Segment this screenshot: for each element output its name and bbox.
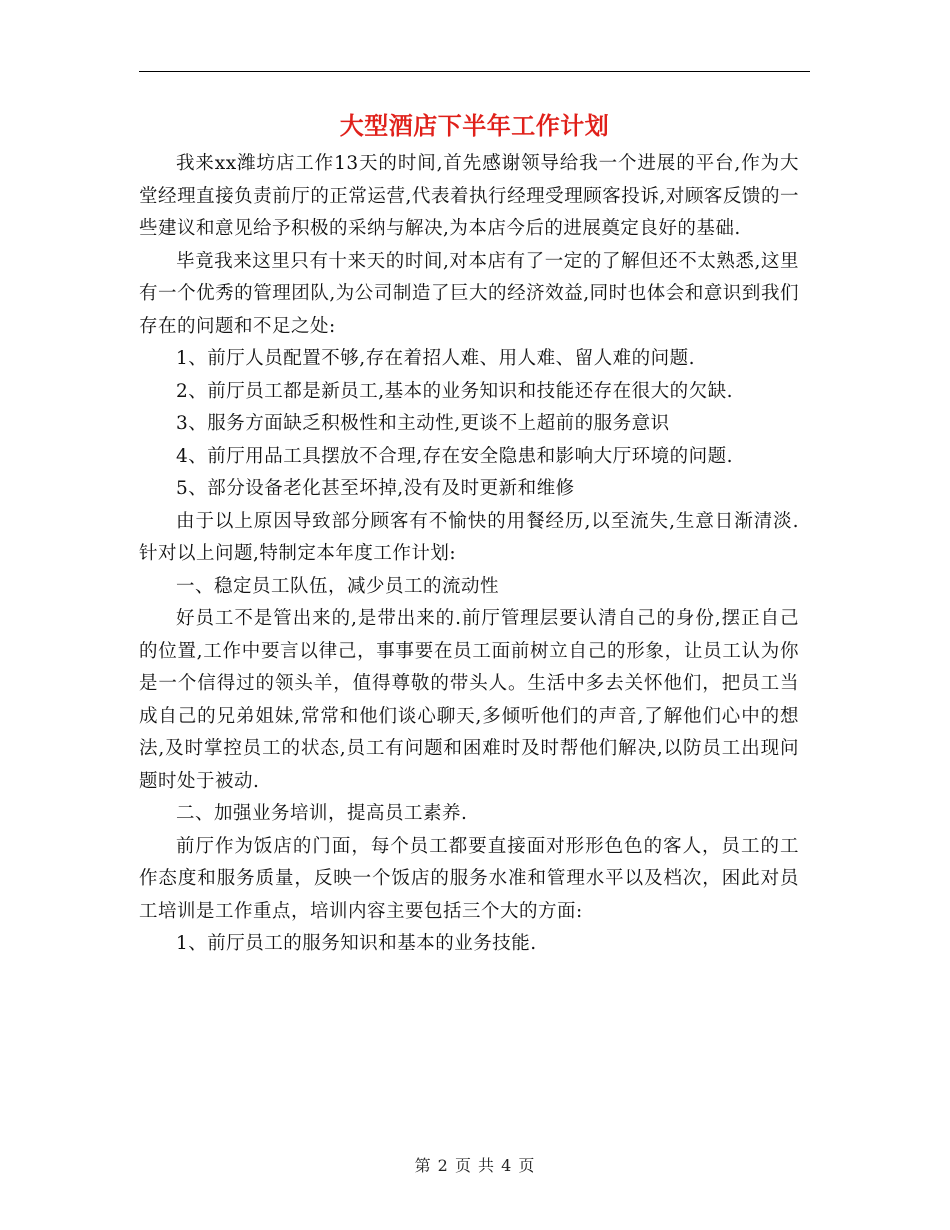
header-rule: [139, 71, 810, 72]
paragraph-observations: 毕竟我来这里只有十来天的时间,对本店有了一定的了解但还不太熟悉,这里有一个优秀的管理团队,为公司制造了巨大的经济效益,同时也体会和意识到我们存在的问题和不足之处:: [139, 250, 799, 337]
document-title: 大型酒店下半年工作计划: [339, 112, 610, 140]
list-item-problem-4: 4、前厅用品工具摆放不合理,存在安全隐患和影响大厅环境的问题.: [176, 445, 734, 467]
section-heading-1: 一、稳定员工队伍，减少员工的流动性: [176, 575, 500, 597]
list-item-problem-2: 2、前厅员工都是新员工,基本的业务知识和技能还存在很大的欠缺.: [176, 380, 734, 402]
list-item-problem-3: 3、服务方面缺乏积极性和主动性,更谈不上超前的服务意识: [176, 413, 670, 434]
list-item-training-1: 1、前厅员工的服务知识和基本的业务技能.: [176, 933, 537, 954]
paragraph-plan-intro: 由于以上原因导致部分顾客有不愉快的用餐经历,以至流失,生意日渐清淡.针对以上问题,特制定本年度工作计划:: [139, 510, 799, 564]
section-heading-2: 二、加强业务培训，提高员工素养.: [176, 803, 468, 824]
paragraph-intro: 我来xx潍坊店工作13天的时间,首先感谢领导给我一个进展的平台,作为大堂经理直接负责前厅的正常运营,代表着执行经理受理顾客投诉,对顾客反馈的一些建议和意见给予积极的采纳与解决,为本店今后的进展奠定良好的基础.: [139, 153, 799, 239]
list-item-problem-1: 1、前厅人员配置不够,存在着招人难、用人难、留人难的问题.: [176, 348, 696, 369]
document-body: [139, 148, 799, 961]
paragraph-section-2: 前厅作为饭店的门面，每个员工都要直接面对形形色色的客人，员工的工作态度和服务质量，反映一个饭店的服务水准和管理水平以及档次，困此对员工培训是工作重点，培训内容主要包括三个大的方面:: [139, 835, 799, 922]
page-number-footer: 第 2 页 共 4 页: [414, 1156, 536, 1175]
list-item-problem-5: 5、部分设备老化甚至坏掉,没有及时更新和维修: [176, 478, 575, 499]
paragraph-section-1: 好员工不是管出来的,是带出来的.前厅管理层要认清自己的身份,摆正自己的位置,工作中要言以律己，事事要在员工面前树立自己的形象，让员工认为你是一个信得过的领头羊，值得尊敬的带头人。生活中多去关怀他们，把员工当成自己的兄弟姐妹,常常和他们谈心聊天,多倾听他们的声音,了解他们心中的想法,及时掌控员工的状态,员工有问题和困难时及时帮他们解决,以防员工出现问题时处于被动.: [139, 608, 799, 792]
